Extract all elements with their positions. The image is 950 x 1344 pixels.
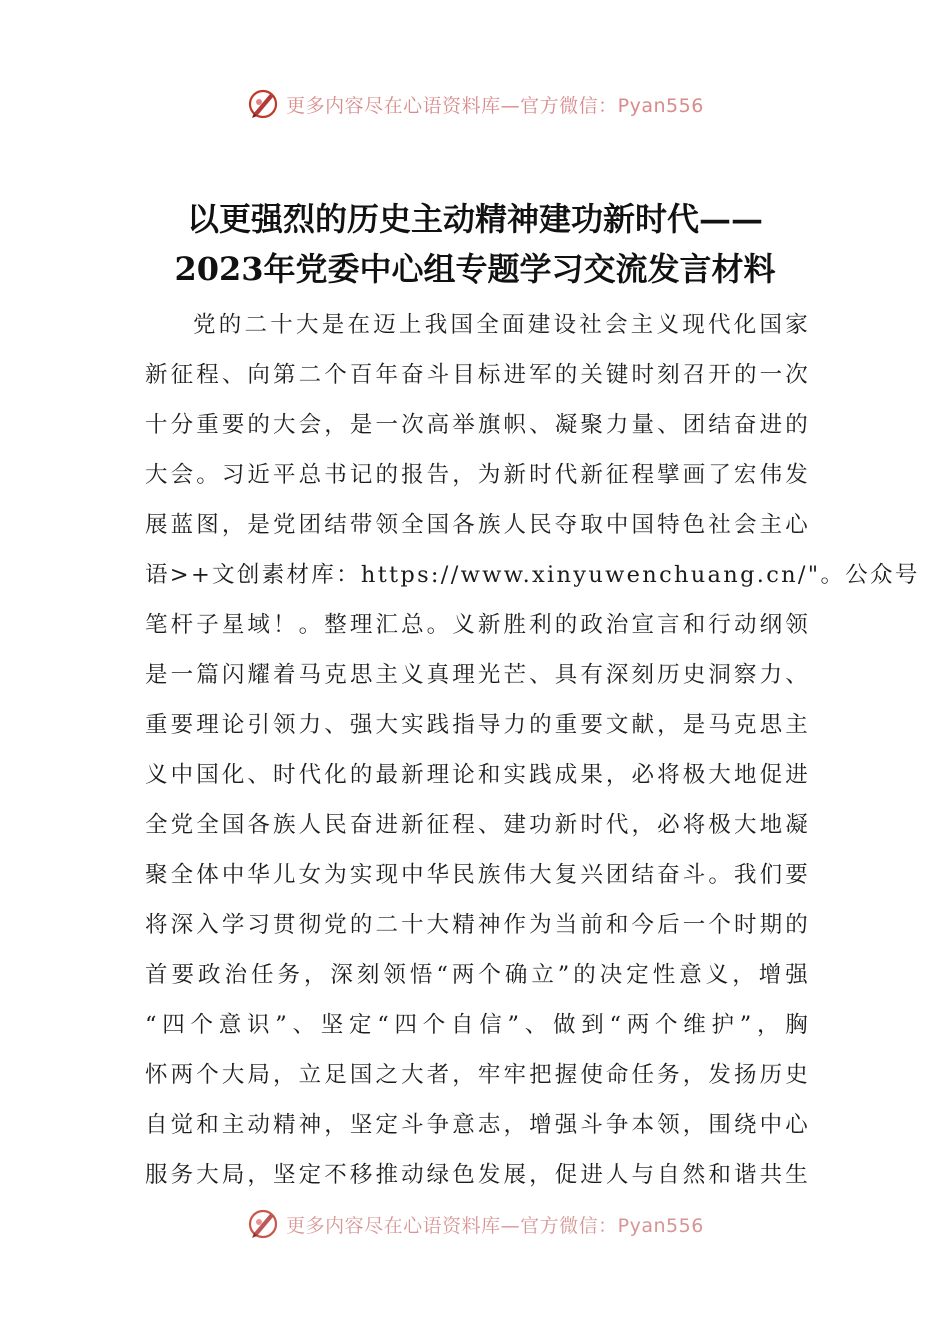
pen-logo-icon [246,87,280,121]
body-line: 重要理论引领力、强大实践指导力的重要文献，是马克思主 [145,712,810,738]
watermark-text: 更多内容尽在心语资料库—官方微信：Pyan556 [286,1214,704,1237]
body-line: 聚全体中华儿女为实现中华民族伟大复兴团结奋斗。我们要 [145,862,810,888]
body-line: 语>+文创素材库：https://www.xinyuwenchuang.cn/"。公众号 [145,562,920,588]
body-line: 是一篇闪耀着马克思主义真理光芒、具有深刻历史洞察力、 [145,662,810,688]
body-line: 首要政治任务，深刻领悟“两个确立”的决定性意义，增强 [145,962,810,988]
body-line: 展蓝图，是党团结带领全国各族人民夺取中国特色社会主心 [145,512,810,538]
body-line: 自觉和主动精神，坚定斗争意志，增强斗争本领，围绕中心 [145,1112,810,1138]
document-title-line-2: 2023年党委中心组专题学习交流发言材料 [174,250,776,288]
body-line: 大会。习近平总书记的报告，为新时代新征程擘画了宏伟发 [145,462,810,488]
pen-logo-icon [246,1207,280,1241]
document-body [145,300,920,1200]
body-line: 笔杆子星域！。整理汇总。义新胜利的政治宣言和行动纲领 [145,612,810,638]
document-title-line-1: 以更强烈的历史主动精神建功新时代—— [186,200,763,238]
body-line: 新征程、向第二个百年奋斗目标进军的关键时刻召开的一次 [145,362,810,388]
body-line: 全党全国各族人民奋进新征程、建功新时代，必将极大地凝 [145,812,810,838]
body-line: 将深入学习贯彻党的二十大精神作为当前和今后一个时期的 [145,912,810,938]
watermark-text: 更多内容尽在心语资料库—官方微信：Pyan556 [286,94,704,117]
watermark-banner-bottom [0,1202,950,1246]
body-line: 服务大局，坚定不移推动绿色发展，促进人与自然和谐共生 [145,1162,810,1188]
body-line: 义中国化、时代化的最新理论和实践成果，必将极大地促进 [145,762,810,788]
watermark-banner-top [0,82,950,126]
body-line: 十分重要的大会，是一次高举旗帜、凝聚力量、团结奋进的 [145,412,810,438]
body-line: 党的二十大是在迈上我国全面建设社会主义现代化国家 [193,312,810,338]
body-line: 怀两个大局，立足国之大者，牢牢把握使命任务，发扬历史 [145,1062,810,1088]
body-line: “四个意识”、坚定“四个自信”、做到“两个维护”，胸 [145,1012,810,1038]
